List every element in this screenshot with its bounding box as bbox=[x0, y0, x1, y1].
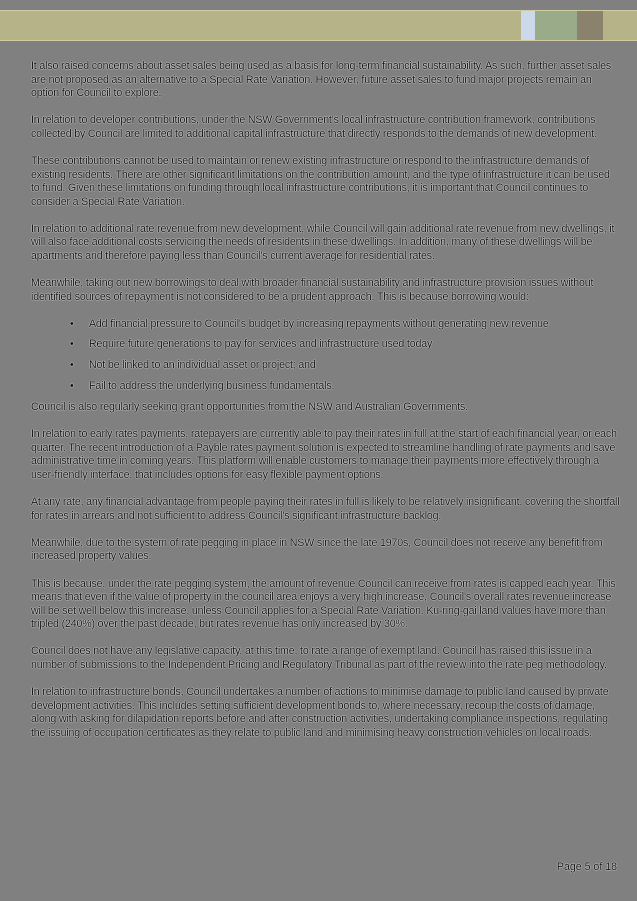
list-item: • Require future generations to pay for services and infrastructure used today bbox=[70, 338, 433, 351]
bullet-icon: • bbox=[70, 379, 74, 392]
header-band bbox=[0, 10, 637, 41]
bullet-icon: • bbox=[70, 317, 74, 330]
paragraph-developer-contributions: In relation to developer contributions, under the NSW Government's local infrastructure contribution framework, contributions collected by Council are limited to additional capital infrastructure that directly responds to the demands of new development. bbox=[31, 114, 597, 140]
paragraph-infrastructure-bonds: In relation to infrastructure bonds, Council undertakes a number of actions to minimise damage to public land caused by private development activities. This includes setting sufficient development bonds to, where necessary, recoup the costs of damage, along with asking for dilapidation reports before and after construction activities, undertaking compliance inspections, regulating the issuing of occupation certificates as they relate to public land and minimising heavy construction vehicles on local roads. bbox=[31, 686, 609, 739]
paragraph-asset-sales: It also raised concerns about asset sales being used as a basis for long-term financial sustainability. As such, further asset sales are not proposed as an alternative to a Special Rate Variation. However, future asset sales to fund major projects remain an option for Council to explore. bbox=[31, 60, 612, 100]
list-item: • Not be linked to an individual asset or project; and bbox=[70, 359, 316, 371]
header-swatch-blue bbox=[521, 11, 535, 40]
paragraph-grants: Council is also regularly seeking grant opportunities from the NSW and Australian Governments. bbox=[31, 401, 468, 414]
bullet-icon: • bbox=[70, 338, 74, 351]
header-swatch-green bbox=[535, 11, 577, 40]
paragraph-new-development-revenue: In relation to additional rate revenue from new development, while Council will gain additional rate revenue from new dwellings, it will also face additional costs servicing the needs of residents in these dwellings. In addition, many of these dwellings will be apartments and therefore paying less than Council's current average for residential rates. bbox=[31, 222, 615, 263]
list-item: • Fail to address the underlying business fundamentals. bbox=[70, 379, 335, 392]
paragraph-contribution-limitations: These contributions cannot be used to maintain or renew existing infrastructure or respond to the infrastructure demands of existing residents. There are other significant limitations on the contribution amount, and the type of infrastructure it can be used to fund. Given these limitations on funding through local infrastructure contributions, it is important that Council continues to consider a Special Rate Variation. bbox=[31, 154, 610, 208]
paragraph-financial-advantage: At any rate, any financial advantage from people paying their rates in full is likely to be relatively insignificant, covering the shortfall for rates in arrears and not sufficient to address Council's significant infrastructure backlog. bbox=[31, 496, 620, 522]
paragraph-rate-pegging-explanation: This is because, under the rate pegging system, the amount of revenue Council can receive from rates is capped each year. This means that even if the value of property in the council area enjoys a very high increase, Council's overall rates revenue increase will be set well below this increase, unless Council applies for a Special Rate Variation. Ku-ring-gai land values have more than tripled (240%) over the past decade, but rates revenue has only increased by 30%. bbox=[31, 577, 616, 631]
borrowing-reasons-list bbox=[31, 318, 621, 393]
list-item: • Add financial pressure to Council's budget by increasing repayments without generating new revenue bbox=[70, 317, 549, 330]
paragraph-rate-pegging: Meanwhile, due to the system of rate pegging in place in NSW since the late 1970s, Council does not receive any benefit from increased property values. bbox=[31, 536, 603, 563]
header-swatch-brown bbox=[577, 11, 603, 40]
paragraph-borrowings: Meanwhile, taking out new borrowings to deal with broader financial sustainability and infrastructure provision issues without identified sources of repayment is not considered to be a prudent approach. This is because borrowing would: bbox=[31, 277, 594, 303]
document-body bbox=[31, 60, 621, 754]
page-number: Page 5 of 18 bbox=[556, 861, 617, 873]
paragraph-exempt-land: Council does not have any legislative capacity, at this time, to rate a range of exempt land. Council has raised this issue in a number of submissions to the Independent Pricing and Regulatory Tribunal as part of the review into the rate peg methodology. bbox=[31, 645, 607, 671]
paragraph-early-payments: In relation to early rates payments, ratepayers are currently able to pay their rates in full at the start of each financial year, or each quarter. The recent introduction of a Payble rates payment solution is expected to streamline handling of rate payments and save administrative time in coming years. This platform will enable customers to manage their payments more effectively through a user-friendly interface, that includes options for easy flexible payment options. bbox=[31, 428, 617, 482]
bullet-icon: • bbox=[70, 359, 74, 371]
